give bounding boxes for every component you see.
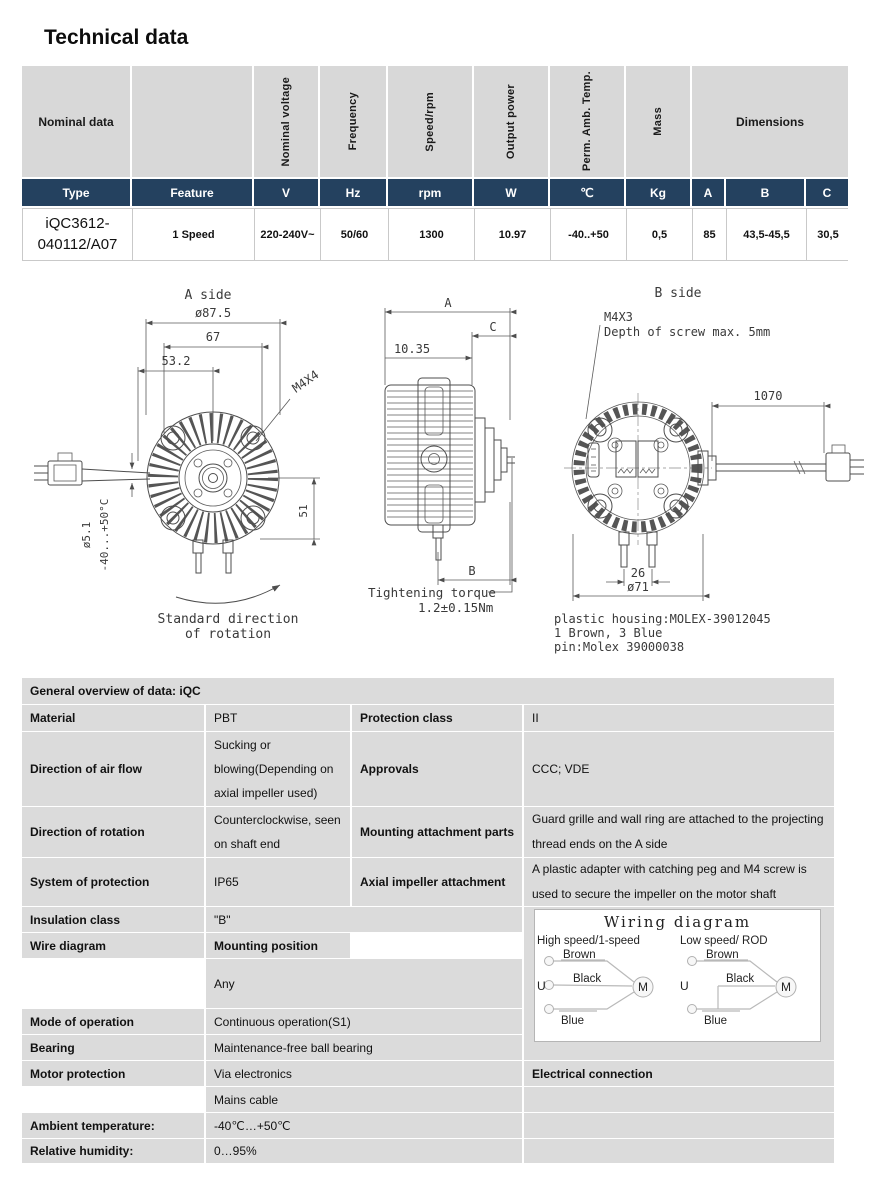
wiring-low-speed	[678, 931, 820, 1035]
cell-type: iQC3612- 040112/A07	[23, 209, 133, 260]
value-bearing: Maintenance-free ball bearing	[206, 1035, 522, 1060]
dim-10-35: 10.35	[393, 342, 431, 356]
value-mode-operation: Continuous operation(S1)	[206, 1009, 522, 1034]
cell-mass: 0,5	[627, 209, 693, 260]
label-system-protection: System of protection	[22, 858, 204, 906]
nominal-data-table-header	[22, 66, 848, 206]
value-axial-attachment: A plastic adapter with catching peg and M4 screw is used to secure the impeller on the motor shaft	[524, 858, 834, 906]
side-view-drawing	[360, 290, 552, 625]
col-celsius: ℃	[550, 179, 624, 206]
page-title: Technical data	[44, 26, 189, 49]
label-approvals: Approvals	[352, 732, 522, 806]
wiring-diagram-cell	[524, 907, 834, 1060]
col-v: V	[254, 179, 318, 206]
dim-dia-71: ø71	[627, 580, 649, 594]
wiring-low-black: Black	[726, 973, 755, 985]
col-hz: Hz	[320, 179, 386, 206]
label-bearing: Bearing	[22, 1035, 204, 1060]
header-perm-amb-temp: Perm. Amb. Temp.	[550, 66, 624, 177]
b-side-drawing	[528, 283, 870, 657]
housing-note-1: plastic housing:MOLEX-39012045	[554, 612, 771, 626]
col-kg: Kg	[626, 179, 690, 206]
label-axial-attachment: Axial impeller attachment	[352, 858, 522, 906]
col-w: W	[474, 179, 548, 206]
filler-cell	[524, 1087, 834, 1112]
wiring-diagram-title: Wiring diagram	[603, 913, 752, 931]
dim-c-label: C	[489, 320, 497, 334]
wiring-high-black: Black	[573, 973, 602, 985]
wiring-high-speed	[535, 931, 678, 1035]
cell-dim-a: 85	[693, 209, 727, 260]
wiring-high-m: M	[638, 980, 648, 994]
cell-speed: 1300	[389, 209, 475, 260]
a-side-title: A side	[184, 288, 232, 303]
value-ambient-temperature: -40℃…+50℃	[206, 1113, 522, 1138]
label-air-flow: Direction of air flow	[22, 732, 204, 806]
rotation-caption-1: Standard direction	[157, 612, 299, 627]
cell-feature: 1 Speed	[133, 209, 255, 260]
label-material: Material	[22, 705, 204, 731]
value-electrical-connection: Mains cable	[206, 1087, 522, 1112]
value-rotation: Counterclockwise, seen on shaft end	[206, 807, 350, 857]
value-insulation-class: "B"	[206, 907, 522, 932]
wiring-diagram-box	[534, 909, 821, 1042]
wiring-low-u: U	[680, 979, 689, 993]
col-a: A	[692, 179, 724, 206]
label-wire-diagram: Wire diagram	[22, 933, 204, 958]
dim-dia-overall: ø87.5	[194, 306, 232, 320]
wiring-diagrams	[535, 931, 820, 1035]
b-side-title: B side	[654, 286, 702, 301]
value-mounting-position: Any	[206, 959, 522, 1008]
header-mass: Mass	[626, 66, 690, 177]
header-dimensions: Dimensions	[692, 66, 848, 177]
dim-67: 67	[205, 330, 221, 344]
cell-frequency: 50/60	[321, 209, 389, 260]
overview-table	[22, 678, 834, 1163]
nominal-data-table	[22, 66, 848, 261]
value-air-flow: Sucking or blowing(Depending on axial impeller used)	[206, 732, 350, 806]
label-electrical-connection: Electrical connection	[524, 1061, 834, 1086]
cell-power: 10.97	[475, 209, 551, 260]
header-frequency: Frequency	[320, 66, 386, 177]
col-b: B	[726, 179, 804, 206]
screw-label-m4x4: M4X4	[289, 367, 322, 396]
col-rpm: rpm	[388, 179, 472, 206]
header-nominal-voltage: Nominal voltage	[254, 66, 318, 177]
cable-dia-label: ø5.1	[80, 521, 93, 549]
dim-53-2: 53.2	[161, 354, 191, 368]
label-mounting-position: Mounting position	[206, 933, 350, 958]
torque-value: 1.2±0.15Nm	[418, 600, 494, 615]
torque-label: Tightening torque	[368, 585, 496, 600]
header-nominal-data: Nominal data	[22, 66, 130, 177]
screw-label-m4x3: M4X3	[604, 310, 633, 324]
dim-26: 26	[630, 566, 646, 580]
col-c: C	[806, 179, 848, 206]
wiring-high-brown: Brown	[563, 949, 596, 961]
wiring-low-m: M	[781, 980, 791, 994]
header-speed: Speed/rpm	[388, 66, 472, 177]
label-ambient-temperature: Ambient temperature:	[22, 1113, 204, 1138]
cable-right	[698, 445, 864, 485]
rotation-caption-2: of rotation	[184, 627, 272, 642]
wiring-high-blue: Blue	[561, 1015, 585, 1027]
col-feature: Feature	[132, 179, 252, 206]
label-protection-class: Protection class	[352, 705, 522, 731]
dim-b-label: B	[468, 564, 476, 578]
value-mounting-parts: Guard grille and wall ring are attached to the projecting thread ends on the A side	[524, 807, 834, 857]
wiring-high-u: U	[537, 979, 546, 993]
label-mode-operation: Mode of operation	[22, 1009, 204, 1034]
rotation-arrow	[176, 585, 280, 603]
dim-51: 51	[297, 504, 310, 518]
wiring-low-blue: Blue	[704, 1015, 728, 1027]
cable-connector	[34, 453, 150, 485]
value-protection-class: II	[524, 705, 834, 731]
cell-dim-c: 30,5	[807, 209, 849, 260]
temp-range-label: -40...+50°C	[98, 498, 111, 572]
label-insulation-class: Insulation class	[22, 907, 204, 932]
cell-temperature: -40..+50	[551, 209, 627, 260]
wiring-low-label: Low speed/ ROD	[680, 935, 768, 947]
mounting-pins-b	[619, 532, 657, 567]
label-rotation: Direction of rotation	[22, 807, 204, 857]
a-side-drawing	[28, 283, 358, 645]
label-mounting-parts: Mounting attachment parts	[352, 807, 522, 857]
housing-note-3: pin:Molex 39000038	[554, 640, 685, 654]
label-motor-protection: Motor protection	[22, 1061, 204, 1086]
wiring-low-brown: Brown	[706, 949, 739, 961]
dim-1070: 1070	[753, 389, 783, 403]
value-relative-humidity: 0…95%	[206, 1139, 522, 1163]
screw-depth-note: Depth of screw max. 5mm	[604, 325, 771, 339]
cell-dim-b: 43,5-45,5	[727, 209, 807, 260]
label-relative-humidity: Relative humidity:	[22, 1139, 204, 1163]
col-type: Type	[22, 179, 130, 206]
value-system-protection: IP65	[206, 858, 350, 906]
fins	[387, 391, 473, 517]
dim-a-label: A	[444, 296, 452, 310]
wiring-high-label: High speed/1-speed	[537, 935, 640, 947]
filler-cell	[524, 1113, 834, 1138]
filler-cell	[524, 1139, 834, 1163]
value-motor-protection: Via electronics	[206, 1061, 522, 1086]
cell-voltage: 220-240V~	[255, 209, 321, 260]
mounting-pins	[193, 540, 233, 573]
header-feature-blank	[132, 66, 252, 177]
housing-note-2: 1 Brown, 3 Blue	[554, 626, 663, 640]
value-approvals: CCC; VDE	[524, 732, 834, 806]
overview-title: General overview of data: iQC	[22, 678, 834, 704]
value-material: PBT	[206, 705, 350, 731]
nominal-data-table-row	[22, 208, 848, 261]
header-output-power: Output power	[474, 66, 548, 177]
